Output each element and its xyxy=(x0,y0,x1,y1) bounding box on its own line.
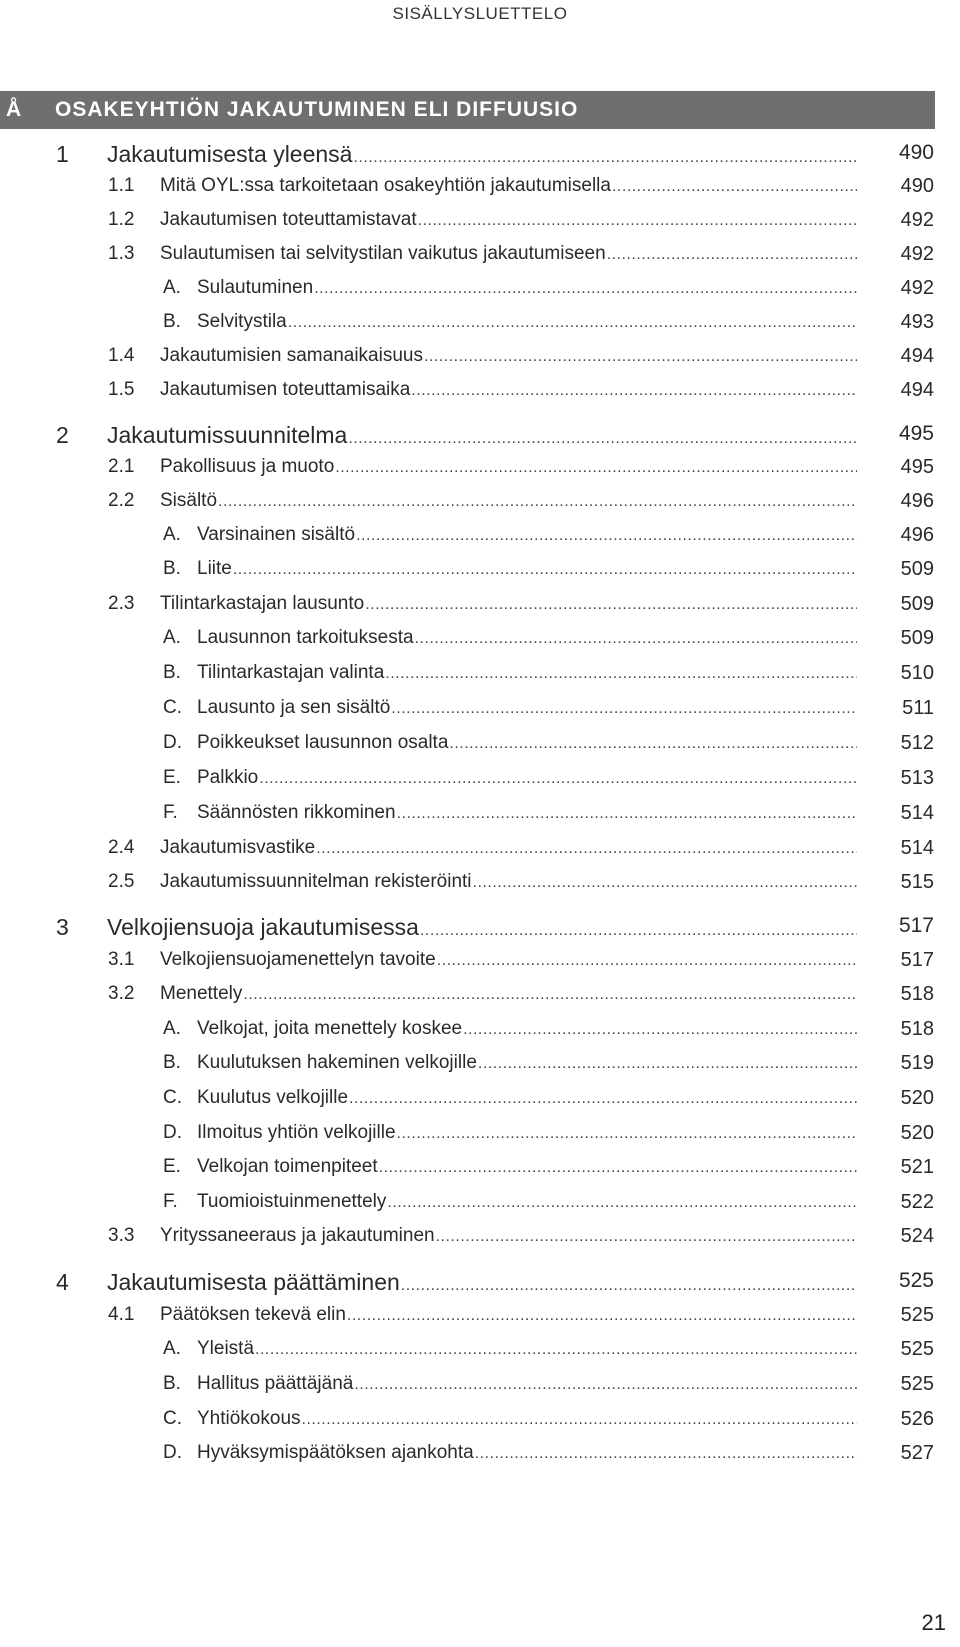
toc-entry-number: 4 xyxy=(56,1269,69,1295)
toc-entry-title-leader xyxy=(197,1373,857,1395)
dot-leader xyxy=(607,246,857,264)
toc-entry-title-leader xyxy=(197,1408,857,1430)
toc-entry-title-leader xyxy=(160,379,857,401)
toc-entry-title-leader xyxy=(107,914,857,941)
toc-entry-title-leader xyxy=(197,802,857,824)
toc-entry-title-leader xyxy=(160,837,857,859)
toc-entry-title-leader xyxy=(197,1087,857,1109)
toc-entry-title: Sulautumisen tai selvitystilan vaikutus jakautumiseen xyxy=(160,243,606,264)
toc-entry-title: Pakollisuus ja muoto xyxy=(160,456,335,477)
toc-entry-title: Lausunnon tarkoituksesta xyxy=(197,627,414,648)
toc-entry-page: 521 xyxy=(900,1156,934,1178)
dot-leader xyxy=(436,1228,857,1246)
dot-leader xyxy=(473,874,857,892)
dot-leader xyxy=(243,986,857,1004)
dot-leader xyxy=(397,805,857,823)
toc-entry-page: 513 xyxy=(900,767,934,789)
toc-entry-page: 525 xyxy=(898,1269,934,1292)
toc-entry-number: A. xyxy=(163,524,181,545)
dot-leader xyxy=(233,561,857,579)
toc-entry-page: 515 xyxy=(900,871,934,893)
toc-entry-title: Tuomioistuinmenettely xyxy=(197,1191,387,1212)
toc-entry-page: 525 xyxy=(900,1373,934,1395)
toc-entry-title-leader xyxy=(160,243,857,265)
toc-entry-page: 496 xyxy=(900,490,934,512)
toc-entry-title: Selvitystila xyxy=(197,311,287,332)
toc-entry-title: Liite xyxy=(197,558,232,579)
toc-entry-title-leader xyxy=(107,141,857,168)
dot-leader xyxy=(356,527,857,545)
toc-entry-title: Yhtiökokous xyxy=(197,1408,301,1429)
dot-leader xyxy=(463,1021,857,1039)
toc-entry-title-leader xyxy=(197,627,857,649)
toc-entry-title: Hallitus päättäjänä xyxy=(197,1373,354,1394)
toc-entry-title-leader xyxy=(197,311,857,333)
toc-entry-title: Varsinainen sisältö xyxy=(197,524,356,545)
toc-entry-number: A. xyxy=(163,1338,181,1359)
toc-entry-title: Jakautumisien samanaikaisuus xyxy=(160,345,423,366)
toc-entry-title-leader xyxy=(197,662,857,684)
toc-entry-page: 509 xyxy=(900,558,934,580)
toc-entry-title-leader xyxy=(160,949,857,971)
toc-entry-page: 517 xyxy=(900,949,934,971)
toc-entry-title-leader xyxy=(197,277,857,299)
toc-entry-page: 525 xyxy=(900,1338,934,1360)
toc-entry-title: Velkojiensuoja jakautumisessa xyxy=(107,914,419,940)
toc-entry-page: 519 xyxy=(900,1052,934,1074)
toc-entry-title-leader xyxy=(160,593,857,615)
toc-entry-title: Mitä OYL:ssa tarkoitetaan osakeyhtiön jakautumisella xyxy=(160,175,611,196)
toc-entry-number: 1.2 xyxy=(108,209,135,230)
toc-entry-number: C. xyxy=(163,697,182,718)
dot-leader xyxy=(424,348,857,366)
toc-entry-number: B. xyxy=(163,662,181,683)
part-heading-banner xyxy=(0,91,935,129)
toc-entry-title-leader xyxy=(197,558,857,580)
toc-entry-title: Palkkio xyxy=(197,767,259,788)
toc-entry-number: E. xyxy=(163,1156,181,1177)
toc-entry-page: 509 xyxy=(900,593,934,615)
dot-leader xyxy=(420,922,857,940)
toc-entry-number: 1.4 xyxy=(108,345,135,366)
toc-entry-number: 1.5 xyxy=(108,379,135,400)
toc-entry-page: 518 xyxy=(900,1018,934,1040)
toc-entry-number: 2.3 xyxy=(108,593,135,614)
toc-entry-number: 1 xyxy=(56,141,69,167)
toc-entry-page: 492 xyxy=(900,243,934,265)
toc-entry-page: 512 xyxy=(900,732,934,754)
toc-entry-number: 3.3 xyxy=(108,1225,135,1246)
toc-entry-number: C. xyxy=(163,1408,182,1429)
toc-entry-page: 520 xyxy=(900,1122,934,1144)
toc-entry-number: D. xyxy=(163,1442,182,1463)
toc-entry-page: 494 xyxy=(900,345,934,367)
toc-entry-page: 524 xyxy=(900,1225,934,1247)
toc-entry-page: 509 xyxy=(900,627,934,649)
toc-entry-number: C. xyxy=(163,1087,182,1108)
toc-entry-page: 520 xyxy=(900,1087,934,1109)
toc-entry-page: 514 xyxy=(900,837,934,859)
toc-entry-title: Lausunto ja sen sisältö xyxy=(197,697,391,718)
toc-entry-number: 2.5 xyxy=(108,871,135,892)
dot-leader xyxy=(478,1055,857,1073)
toc-entry-page: 496 xyxy=(900,524,934,546)
dot-leader xyxy=(288,314,857,332)
toc-entry-title: Ilmoitus yhtiön velkojille xyxy=(197,1122,396,1143)
toc-entry-page: 527 xyxy=(900,1442,934,1464)
page-number: 21 xyxy=(921,1610,946,1635)
toc-entry-title-leader xyxy=(160,490,857,512)
toc-entry-number: B. xyxy=(163,311,181,332)
toc-entry-page: 492 xyxy=(900,277,934,299)
toc-entry-page: 495 xyxy=(898,422,934,445)
toc-entry-title-leader xyxy=(197,1191,857,1213)
toc-entry-title: Sulautuminen xyxy=(197,277,314,298)
dot-leader xyxy=(302,1411,857,1429)
toc-entry-number: 1.3 xyxy=(108,243,135,264)
toc-entry-page: 511 xyxy=(902,697,934,719)
toc-entry-number: A. xyxy=(163,1018,181,1039)
dot-leader xyxy=(314,280,857,298)
toc-entry-title: Kuulutuksen hakeminen velkojille xyxy=(197,1052,477,1073)
toc-entry-title: Jakautumisesta päättäminen xyxy=(107,1269,400,1295)
dot-leader xyxy=(387,1194,857,1212)
dot-leader xyxy=(418,212,857,230)
dot-leader xyxy=(391,700,857,718)
toc-entry-page: 492 xyxy=(900,209,934,231)
toc-entry-page: 526 xyxy=(900,1408,934,1430)
dot-leader xyxy=(612,178,857,196)
toc-entry-number: F. xyxy=(163,1191,178,1212)
toc-entry-title: Menettely xyxy=(160,983,243,1004)
toc-entry-title: Yleistä xyxy=(197,1338,255,1359)
toc-entry-title-leader xyxy=(197,1156,857,1178)
toc-entry-title-leader xyxy=(160,1304,857,1326)
toc-entry-number: 4.1 xyxy=(108,1304,135,1325)
toc-entry-title-leader xyxy=(160,456,857,478)
toc-entry-title-leader xyxy=(197,524,857,546)
toc-entry-page: 525 xyxy=(900,1304,934,1326)
toc-entry-number: 3.2 xyxy=(108,983,135,1004)
toc-entry-number: B. xyxy=(163,558,181,579)
toc-entry-title: Jakautumisesta yleensä xyxy=(107,141,353,167)
dot-leader xyxy=(475,1445,857,1463)
toc-entry-title-leader xyxy=(197,1442,857,1464)
toc-entry-title-leader xyxy=(197,1338,857,1360)
toc-entry-title-leader xyxy=(160,345,857,367)
dot-leader xyxy=(255,1341,857,1359)
dot-leader xyxy=(379,1159,857,1177)
toc-entry-number: 3.1 xyxy=(108,949,135,970)
toc-entry-title-leader xyxy=(107,422,857,449)
dot-leader xyxy=(385,665,857,683)
toc-entry-title: Velkojat, joita menettely koskee xyxy=(197,1018,463,1039)
toc-entry-number: 3 xyxy=(56,914,69,940)
toc-entry-title: Jakautumisvastike xyxy=(160,837,316,858)
dot-leader xyxy=(259,770,857,788)
running-head: SISÄLLYSLUETTELO xyxy=(392,4,568,23)
toc-entry-title: Sisältö xyxy=(160,490,218,511)
toc-entry-number: 2.1 xyxy=(108,456,135,477)
dot-leader xyxy=(347,1307,857,1325)
toc-entry-title-leader xyxy=(160,175,857,197)
toc-entry-number: B. xyxy=(163,1052,181,1073)
toc-entry-page: 522 xyxy=(900,1191,934,1213)
dot-leader xyxy=(316,840,857,858)
dot-leader xyxy=(349,1090,857,1108)
dot-leader xyxy=(348,430,857,448)
toc-entry-page: 510 xyxy=(900,662,934,684)
toc-entry-title: Jakautumissuunnitelman rekisteröinti xyxy=(160,871,472,892)
toc-entry-title: Yrityssaneeraus ja jakautuminen xyxy=(160,1225,435,1246)
toc-entry-number: 1.1 xyxy=(108,175,135,196)
toc-entry-title-leader xyxy=(160,1225,857,1247)
toc-entry-title-leader xyxy=(197,1122,857,1144)
toc-entry-title: Jakautumisen toteuttamistavat xyxy=(160,209,417,230)
toc-entry-page: 490 xyxy=(898,141,934,164)
toc-entry-title: Tilintarkastajan valinta xyxy=(197,662,385,683)
dot-leader xyxy=(401,1277,857,1295)
dot-leader xyxy=(411,382,857,400)
toc-entry-title: Velkojiensuojamenettelyn tavoite xyxy=(160,949,436,970)
toc-entry-title-leader xyxy=(197,1018,857,1040)
toc-entry-page: 495 xyxy=(900,456,934,478)
toc-entry-page: 490 xyxy=(900,175,934,197)
toc-entry-number: 2 xyxy=(56,422,69,448)
toc-entry-title: Poikkeukset lausunnon osalta xyxy=(197,732,449,753)
dot-leader xyxy=(365,596,857,614)
toc-entry-number: E. xyxy=(163,767,181,788)
toc-entry-title: Tilintarkastajan lausunto xyxy=(160,593,365,614)
toc-entry-title: Kuulutus velkojille xyxy=(197,1087,349,1108)
toc-entry-number: A. xyxy=(163,627,181,648)
dot-leader xyxy=(415,630,857,648)
dot-leader xyxy=(437,952,857,970)
toc-entry-number: F. xyxy=(163,802,178,823)
toc-entry-page: 493 xyxy=(900,311,934,333)
dot-leader xyxy=(449,735,857,753)
toc-entry-page: 514 xyxy=(900,802,934,824)
toc-entry-page: 517 xyxy=(898,914,934,937)
toc-entry-number: D. xyxy=(163,1122,182,1143)
dot-leader xyxy=(353,149,857,167)
toc-entry-title-leader xyxy=(197,697,857,719)
toc-entry-title-leader xyxy=(197,1052,857,1074)
part-title: OSAKEYHTIÖN JAKAUTUMINEN ELI DIFFUUSIO xyxy=(55,98,579,121)
part-letter: Å xyxy=(6,98,23,121)
toc-entry-title-leader xyxy=(107,1269,857,1296)
dot-leader xyxy=(335,459,857,477)
toc-entry-title: Säännösten rikkominen xyxy=(197,802,396,823)
toc-entry-number: A. xyxy=(163,277,181,298)
dot-leader xyxy=(354,1376,857,1394)
toc-entry-title: Hyväksymispäätöksen ajankohta xyxy=(197,1442,474,1463)
dot-leader xyxy=(397,1125,857,1143)
toc-entry-number: B. xyxy=(163,1373,181,1394)
dot-leader xyxy=(218,493,857,511)
toc-entry-number: 2.4 xyxy=(108,837,135,858)
toc-entry-title: Velkojan toimenpiteet xyxy=(197,1156,378,1177)
toc-entry-title-leader xyxy=(160,871,857,893)
toc-entry-page: 494 xyxy=(900,379,934,401)
toc-entry-title-leader xyxy=(197,732,857,754)
toc-entry-page: 518 xyxy=(900,983,934,1005)
toc-entry-title: Päätöksen tekevä elin xyxy=(160,1304,346,1325)
toc-entry-title-leader xyxy=(160,983,857,1005)
toc-entry-title-leader xyxy=(160,209,857,231)
toc-entry-number: 2.2 xyxy=(108,490,135,511)
toc-entry-number: D. xyxy=(163,732,182,753)
toc-entry-title: Jakautumisen toteuttamisaika xyxy=(160,379,411,400)
toc-entry-title: Jakautumissuunnitelma xyxy=(107,422,348,448)
toc-entry-title-leader xyxy=(197,767,857,789)
